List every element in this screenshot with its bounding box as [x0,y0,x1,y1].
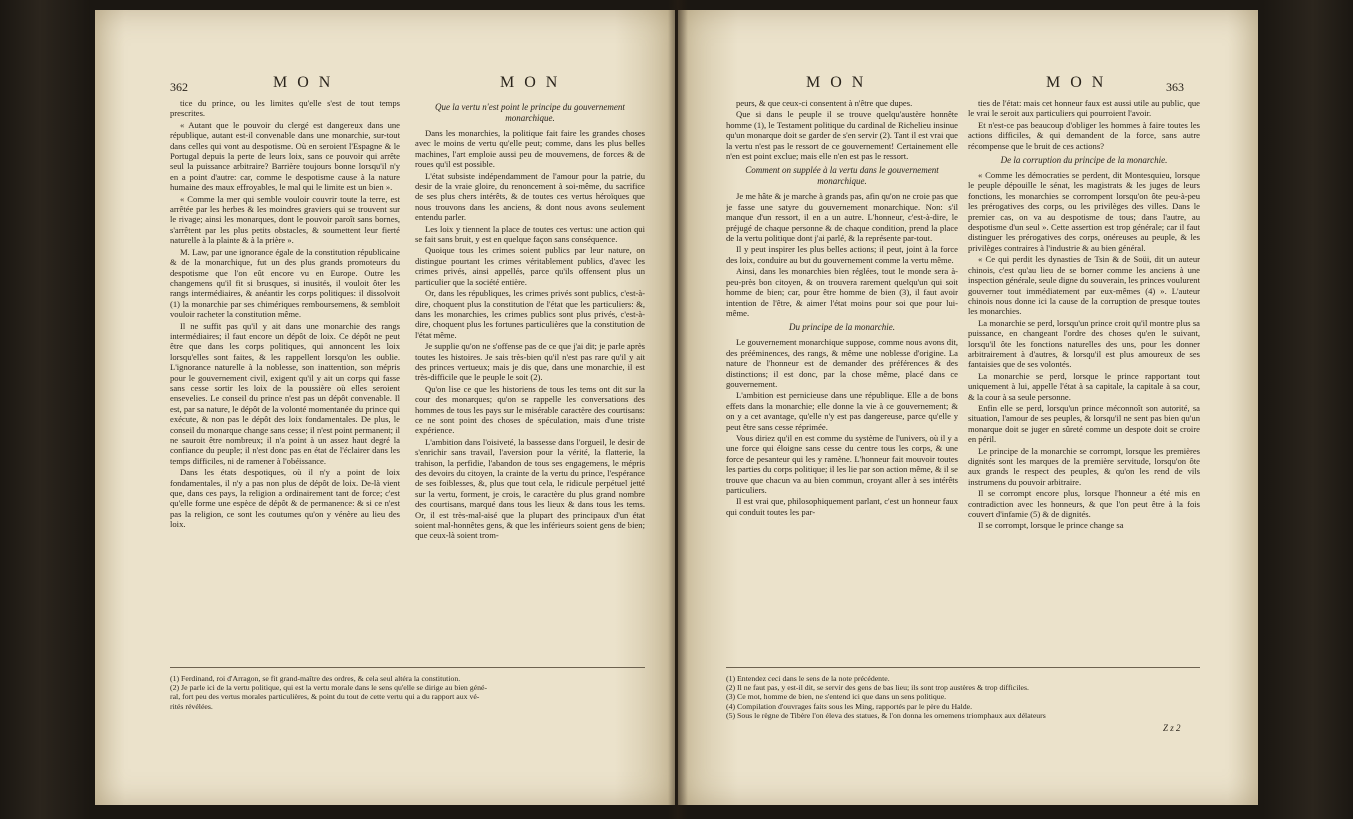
footnote-rule [726,667,1200,668]
page-number-right: 363 [1166,80,1184,94]
paragraph: La monarchie se perd, lorsqu'un prince croit qu'il montre plus sa puissance, en changeant l'ordre des choses qu'en le suivant, lorsqu'il ôte les fonctions naturelles des uns, pour les donner arbitrairement à d'autres, & lorsqu'il est plus amoureux de ses fantaisies que de ses volontés. [968,317,1200,370]
paragraph: Le gouvernement monarchique suppose, comme nous avons dit, des prééminences, des rangs, & même une noblesse d'origine. La nature de l'honneur est de demander des préférences & des distinctions; il est donc, par la chose même, placé dans ce gouvernement. [726,337,958,389]
paragraph: Dans les états despotiques, où il n'y a point de loix fondamentales, il n'y a pas non plus de dépôt de loix. De-là vient que, dans ces pays, la religion a ordinairement tant de force; c'est qu'elle forme une espèce de dépôt & de permanence: & si ce n'est pas la religion, ce sont les coutumes qu'on y vénère au lieu des loix. [170,467,400,530]
paragraph: ties de l'état: mais cet honneur faux est aussi utile au public, que le vrai le seroit aux particuliers qui pourroient l'avoir. [968,98,1200,119]
paragraph: « Autant que le pouvoir du clergé est dangereux dans une république, autant est-il convenable dans une monarchie, sur-tout dans celles qui vont au despotisme. Où en seroient l'Espagne & le Portugal depuis la perte de leurs loix, sans ce pouvoir qui arrête seul la puissance arbitraire? Barrière toujours bonne lorsqu'il n'y en a point d'autre: car, comme le despotisme cause à la nature humaine des maux effroyables, le mal qui le limite est un bien ». [170,119,400,193]
paragraph: Les loix y tiennent la place de toutes ces vertus: une action qui se fait sans bruit, y est en quelque façon sans conséquence. [415,223,645,245]
paragraph: Il se corrompt encore plus, lorsque l'honneur a été mis en contradiction avec les honneurs, & que l'on peut être à la fois couvert d'infamie (5) & de dignités. [968,488,1200,520]
paragraph: Dans les monarchies, la politique fait faire les grandes choses avec le moins de vertu qu'elle peut; comme, dans les plus belles machines, l'art emploie aussi peu de mouvemens, de forces & de roues qu'il est possible. [415,128,645,170]
paragraph: Il ne suffit pas qu'il y ait dans une monarchie des rangs intermédiaires; il faut encore un dépôt de loix. Ce dépôt ne peut être que dans les corps politiques, qui annoncent les loix lorsqu'elles sont faites, & les rappellent lorsqu'on les oublie. L'ignorance naturelle à la noblesse, son inattention, son mépris pour le gouvernement civil, exigent qu'il y ait un corps qui fasse sans cesse sortir les loix de la poussière où elles seroient ensevelies. Le conseil du prince n'est pas un dépôt convenable. Il est, par sa nature, le dépôt de la volonté momentanée du prince qui exécute, & non pas le dépôt des loix fondamentales. De plus, le conseil du monarque change sans cesse; il n'est point permanent; il ne sauroit être nombreux; il n'a point à un assez haut degré la confiance du peuple; il n'est donc pas en état de l'éclairer dans les temps difficiles, ni de ramener à l'obéissance. [170,320,400,466]
section-heading: De la corruption du principe de la monarchie. [1000,155,1168,166]
paragraph: Ainsi, dans les monarchies bien réglées, tout le monde sera à-peu-près bon citoyen, & on trouvera rarement quelqu'un qui soit homme de bien; car, pour être homme de bien (3), il faut avoir intention de l'être, & aimer l'état moins pour soi que pour lui-même. [726,266,958,318]
paragraph: « Comme la mer qui semble vouloir couvrir toute la terre, est arrêtée par les herbes & les moindres graviers qui se trouvent sur le rivage; ainsi les monarques, dont le pouvoir paroît sans bornes, s'arrêtent par les plus petits obstacles, & soumettent leur fierté naturelle à la plainte & à la prière ». [170,193,400,246]
footnotes-left [170,674,645,711]
footnote: rités révélées. [170,701,213,711]
paragraph: peurs, & que ceux-ci consentent à n'être que dupes. [736,98,913,108]
paragraph: « Comme les démocraties se perdent, dit Montesquieu, lorsque le peuple dépouille le sénat, les magistrats & les juges de leurs fonctions, les monarchies se corrompent lorsqu'on ôte peu-à-peu les prérogatives des corps, ou les privilèges des villes. Dans le premier cas, on va au despotisme de tous; dans l'autre, au despotisme d'un seul ». Cette assertion est trop générale; car il faut distinguer les prérogatives des corps, onéreuses au peuple, & les privilèges contraires à l'industrie & au bien général. [968,170,1200,253]
footnote: (2) Il ne faut pas, y est-il dit, se servir des gens de bas lieu; ils sont trop austères & trop difficiles. [726,683,1030,693]
paragraph: Il se corrompt, lorsque le prince change sa [978,520,1124,531]
book-gutter [668,0,688,819]
paragraph: Qu'on lise ce que les historiens de tous les tems ont dit sur la cour des monarques; qu'on se rappelle les conversations des hommes de tous les pays sur le misérable caractère des courtisans: ce ne sont point des choses de spéculation, mais d'une triste expérience. [415,383,645,436]
footnote: ral, fort peu des vertus morales particulières, & point du tout de cette vertu qui a du rapport aux vé- [170,692,480,702]
running-head: M O N [806,74,867,91]
paragraph: Le principe de la monarchie se corrompt, lorsque les premières dignités sont les marques de la première servitude, lorsqu'on ôte aux grands le respect des peuples, & qu'on les rend de vils instrumens du pouvoir arbitraire. [968,445,1200,487]
paragraph: L'ambition est pernicieuse dans une république. Elle a de bons effets dans la monarchie; elle donne la vie à ce gouvernement; & on y a cet avantage, qu'elle n'y est pas dangereuse, parce qu'elle y peut être sans cesse réprimée. [726,390,958,432]
footnote-rule [170,667,645,668]
footnotes-right [726,674,1200,720]
footnote: (1) Ferdinand, roi d'Arragon, se fit grand-maître des ordres, & cela seul altéra la constitution. [170,674,461,683]
footnote: (2) Je parle ici de la vertu politique, qui est la vertu morale dans le sens qu'elle se dirige au bien géné- [170,683,488,693]
paragraph: La monarchie se perd, lorsque le prince rapportant tout uniquement à lui, appelle l'état à sa capitale, la capitale à sa cour, & la cour à sa seule personne. [968,370,1200,402]
paragraph: Quoique tous les crimes soient publics par leur nature, on distingue pourtant les crimes véritablement publics, d'avec les crimes privés, ainsi appellés, parce qu'ils offensent plus un particulier que la société entière. [415,245,645,287]
footnote: (1) Entendez ceci dans le sens de la note précédente. [726,674,890,683]
footnote: (3) Ce mot, homme de bien, ne s'entend ici que dans un sens politique. [726,692,947,702]
running-head: M O N [1046,74,1107,91]
paragraph: M. Law, par une ignorance égale de la constitution républicaine & de la monarchique, fut un des plus grands promoteurs du despotisme que l'on eût encore vu en Europe. Outre les changemens qu'il fit si brusques, si inusités, il vouloit ôter les rangs intermédiaires, & anéantir les corps politiques: il dissolvoit (1) la monarchie par ses chimériques remboursemens, & sembloit vouloir racheter la constitution même. [170,246,400,320]
paragraph: Vous diriez qu'il en est comme du système de l'univers, où il y a une force qui éloigne sans cesse du centre tous les corps, & une force de pesanteur qui les y ramène. L'honneur fait mouvoir toutes les parties du corps politique; il les lie par son action même, & il se trouve que chacun va au bien commun, croyant aller à ses intérêts particuliers. [726,432,958,495]
paragraph: Il est vrai que, philosophiquement parlant, c'est un honneur faux qui conduit toutes les par- [726,496,958,517]
paragraph: Il y peut inspirer les plus belles actions; il peut, joint à la force des loix, conduire au but du gouvernement comme la vertu même. [726,244,958,265]
paragraph: Je supplie qu'on ne s'offense pas de ce que j'ai dit; je parle après toutes les histoires. Je sais très-bien qu'il n'est pas rare qu'il y ait des princes vertueux; mais je dis que, dans une monarchie, il est très-difficile que le peuple le soit (2). [415,341,645,383]
text-column-left-2 [415,98,645,660]
section-heading: Comment on supplée à la vertu dans le gouvernement monarchique. [745,165,939,187]
paragraph: Que si dans le peuple il se trouve quelqu'austère honnête homme (1), le Testament politique du cardinal de Richelieu insinue qu'un monarque doit se garder de s'en servir (2). Tant il est vrai que la vertu n'est pas le ressort de ce gouvernement! Certainement elle n'en est point exclue; mais elle n'en est pas le ressort. [726,109,958,162]
paragraph: L'ambition dans l'oisiveté, la bassesse dans l'orgueil, le desir de s'enrichir sans travail, l'aversion pour la vérité, la flatterie, la trahison, la perfidie, l'abandon de tous ses engagemens, le mépris des devoirs du citoyen, la crainte de la vertu du prince, l'espérance de ses foiblesses, &, plus que tout cela, le ridicule perpétuel jetté sur la vertu, forment, je crois, le caractère du plus grand nombre des courtisans, marqué dans tous les lieux & dans tous les tems. Or, il est très-mal-aisé que la plupart des principaux d'un état soient mal-honnêtes gens, & que les inférieurs soient gens de bien; que ceux-là soient trom- [415,436,645,541]
running-head: M O N [500,74,561,91]
running-head: M O N [273,74,334,91]
section-heading: Que la vertu n'est point le principe du gouvernement monarchique. [435,102,625,123]
right-page [678,10,1258,805]
footnote: (4) Compilation d'ouvrages faits sous les Ming, rapportés par le père du Halde. [726,701,973,711]
paragraph: Je me hâte & je marche à grands pas, afin qu'on ne croie pas que je fasse une satyre du gouvernement monarchique. Non: s'il manque d'un ressort, il en a un autre. L'honneur, c'est-à-dire, le préjugé de chaque personne & de chaque condition, prend la place de la vertu politique dont j'ai parlé, & la représente par-tout. [726,191,958,244]
paragraph: Et n'est-ce pas beaucoup d'obliger les hommes à faire toutes les actions difficiles, & qui demandent de la force, sans autre récompense que le bruit de ces actions? [968,119,1200,151]
paragraph: « Ce qui perdit les dynasties de Tsin & de Soüi, dit un auteur chinois, c'est qu'au lieu de se borner comme les anciens à une inspection générale, seule digne du souverain, les princes voulurent gouverner tout immédiatement par eux-mêmes (4) ». L'auteur chinois nous donne ici la cause de la corruption de presque toutes les monarchies. [968,254,1200,317]
text-column-left-1 [170,98,400,660]
page-number-left: 362 [170,80,188,94]
paragraph: tice du prince, ou les limites qu'elle s'est de tout temps prescrites. [170,98,400,119]
text-column-right-2 [968,98,1200,660]
footnote: (5) Sous le règne de Tibère l'on éleva des statues, & l'on donna les ornemens triomphaux aux délateurs [726,710,1046,720]
paragraph: Or, dans les républiques, les crimes privés sont publics, c'est-à-dire, choquent plus la constitution de l'état que les particuliers: &, dans les monarchies, les crimes publics sont plus privés, c'est-à-dire, choquent plus les fortunes particulières que la constitution de l'état même. [415,288,645,340]
paragraph: L'état subsiste indépendamment de l'amour pour la patrie, du desir de la vraie gloire, du renoncement à soi-même, du sacrifice de ses plus chers intérêts, & de toutes ces vertus héroïques que nous trouvons dans les anciens, & dont nous avons seulement entendu parler. [415,170,645,223]
left-page [95,10,675,805]
signature-mark: Z z 2 [1163,723,1181,733]
paragraph: Enfin elle se perd, lorsqu'un prince méconnoît son autorité, sa situation, l'amour de ses peuples, & lorsqu'il ne sent pas bien qu'un monarque doit se juger en sûreté comme un despote doit se croire en péril. [968,402,1200,445]
text-column-right-1 [726,98,958,660]
section-heading: Du principe de la monarchie. [789,322,895,333]
